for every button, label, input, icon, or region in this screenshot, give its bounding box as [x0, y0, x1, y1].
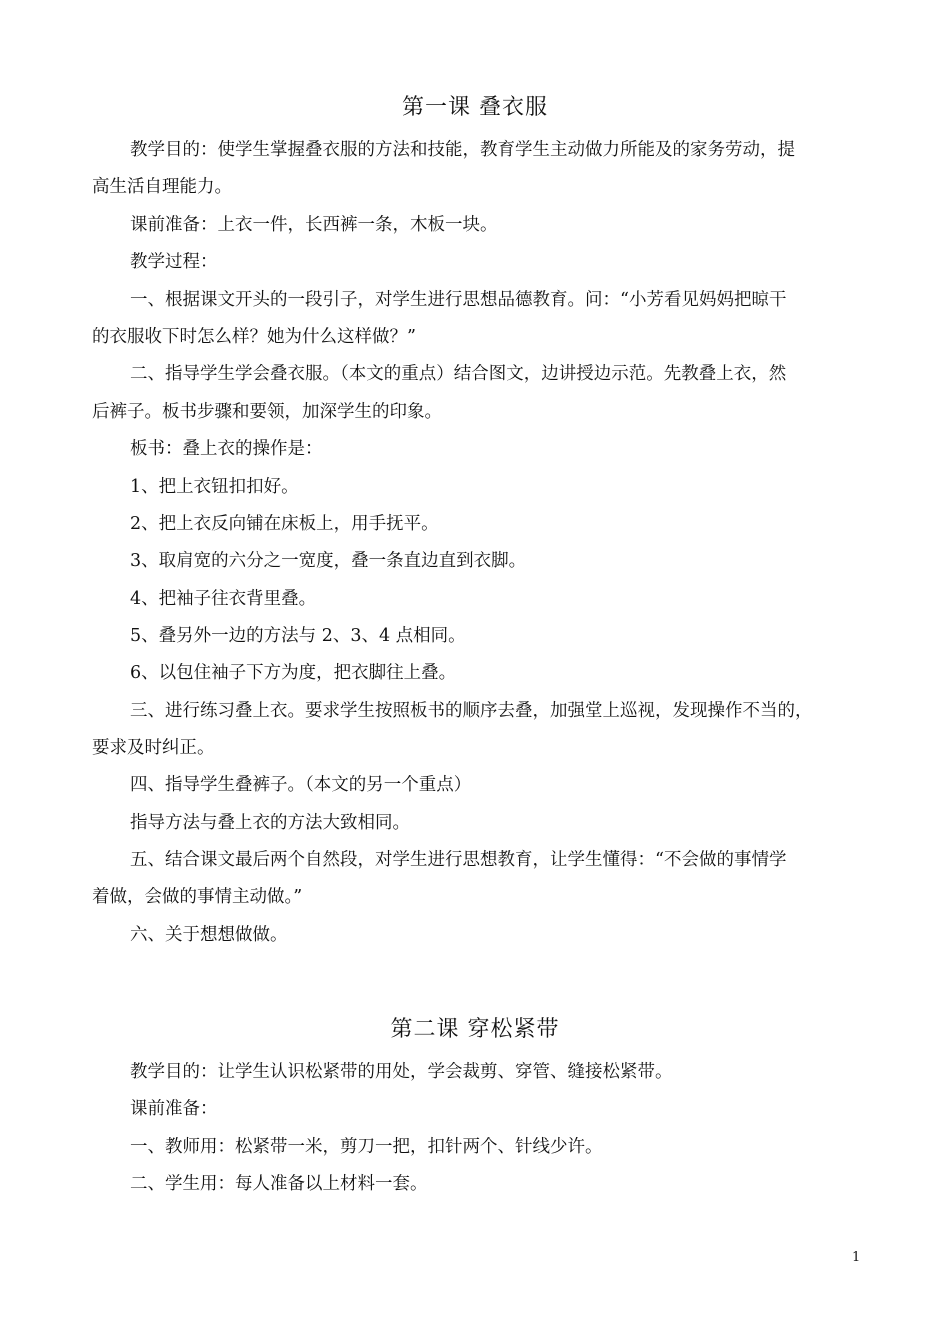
- lesson1-line: 一、根据课文开头的一段引子，对学生进行思想品德教育。问：“小芳看见妈妈把晾干: [130, 290, 787, 310]
- lesson1-line: 要求及时纠正。: [92, 738, 215, 758]
- lesson2-line: 一、教师用：松紧带一米，剪刀一把，扣针两个、针线少许。: [130, 1137, 603, 1157]
- lesson1-line: 着做，会做的事情主动做。”: [92, 887, 303, 907]
- lesson1-line: 六、关于想想做做。: [130, 925, 288, 945]
- lesson1-line: 高生活自理能力。: [92, 177, 232, 197]
- lesson1-line: 5、叠另外一边的方法与 2、3、4 点相同。: [130, 626, 466, 646]
- lesson1-line: 课前准备：上衣一件，长西裤一条，木板一块。: [130, 215, 498, 235]
- lesson1-title: 第一课 叠衣服: [402, 95, 548, 120]
- lesson1-line: 二、指导学生学会叠衣服。（本文的重点）结合图文，边讲授边示范。先教叠上衣，然: [130, 364, 787, 384]
- lesson2-title: 第二课 穿松紧带: [390, 1017, 560, 1042]
- lesson1-line: 板书：叠上衣的操作是：: [130, 439, 323, 459]
- lesson1-line: 教学目的：使学生掌握叠衣服的方法和技能，教育学生主动做力所能及的家务劳动，提: [130, 140, 795, 160]
- lesson1-line: 2、把上衣反向铺在床板上，用手抚平。: [130, 514, 439, 534]
- page-number: 1: [852, 1250, 861, 1265]
- lesson1-line: 后裤子。板书步骤和要领，加深学生的印象。: [92, 402, 442, 422]
- lesson1-line: 三、进行练习叠上衣。要求学生按照板书的顺序去叠，加强堂上巡视，发现操作不当的，: [130, 701, 813, 721]
- lesson2-line: 二、学生用：每人准备以上材料一套。: [130, 1174, 428, 1194]
- lesson1-line: 教学过程：: [130, 252, 218, 272]
- lesson2-line: 课前准备：: [130, 1099, 218, 1119]
- lesson1-line: 6、以包住袖子下方为度，把衣脚往上叠。: [130, 663, 457, 683]
- lesson1-line: 五、结合课文最后两个自然段，对学生进行思想教育，让学生懂得：“不会做的事情学: [130, 850, 787, 870]
- lesson2-line: 教学目的：让学生认识松紧带的用处，学会裁剪、穿管、缝接松紧带。: [130, 1062, 673, 1082]
- lesson1-line: 四、指导学生叠裤子。（本文的另一个重点）: [130, 775, 472, 795]
- lesson1-line: 的衣服收下时怎么样？她为什么这样做？”: [92, 327, 416, 347]
- lesson1-line: 1、把上衣钮扣扣好。: [130, 477, 299, 497]
- lesson1-line: 4、把袖子往衣背里叠。: [130, 589, 317, 609]
- lesson1-line: 3、取肩宽的六分之一宽度，叠一条直边直到衣脚。: [130, 551, 527, 571]
- lesson1-line: 指导方法与叠上衣的方法大致相同。: [130, 813, 410, 833]
